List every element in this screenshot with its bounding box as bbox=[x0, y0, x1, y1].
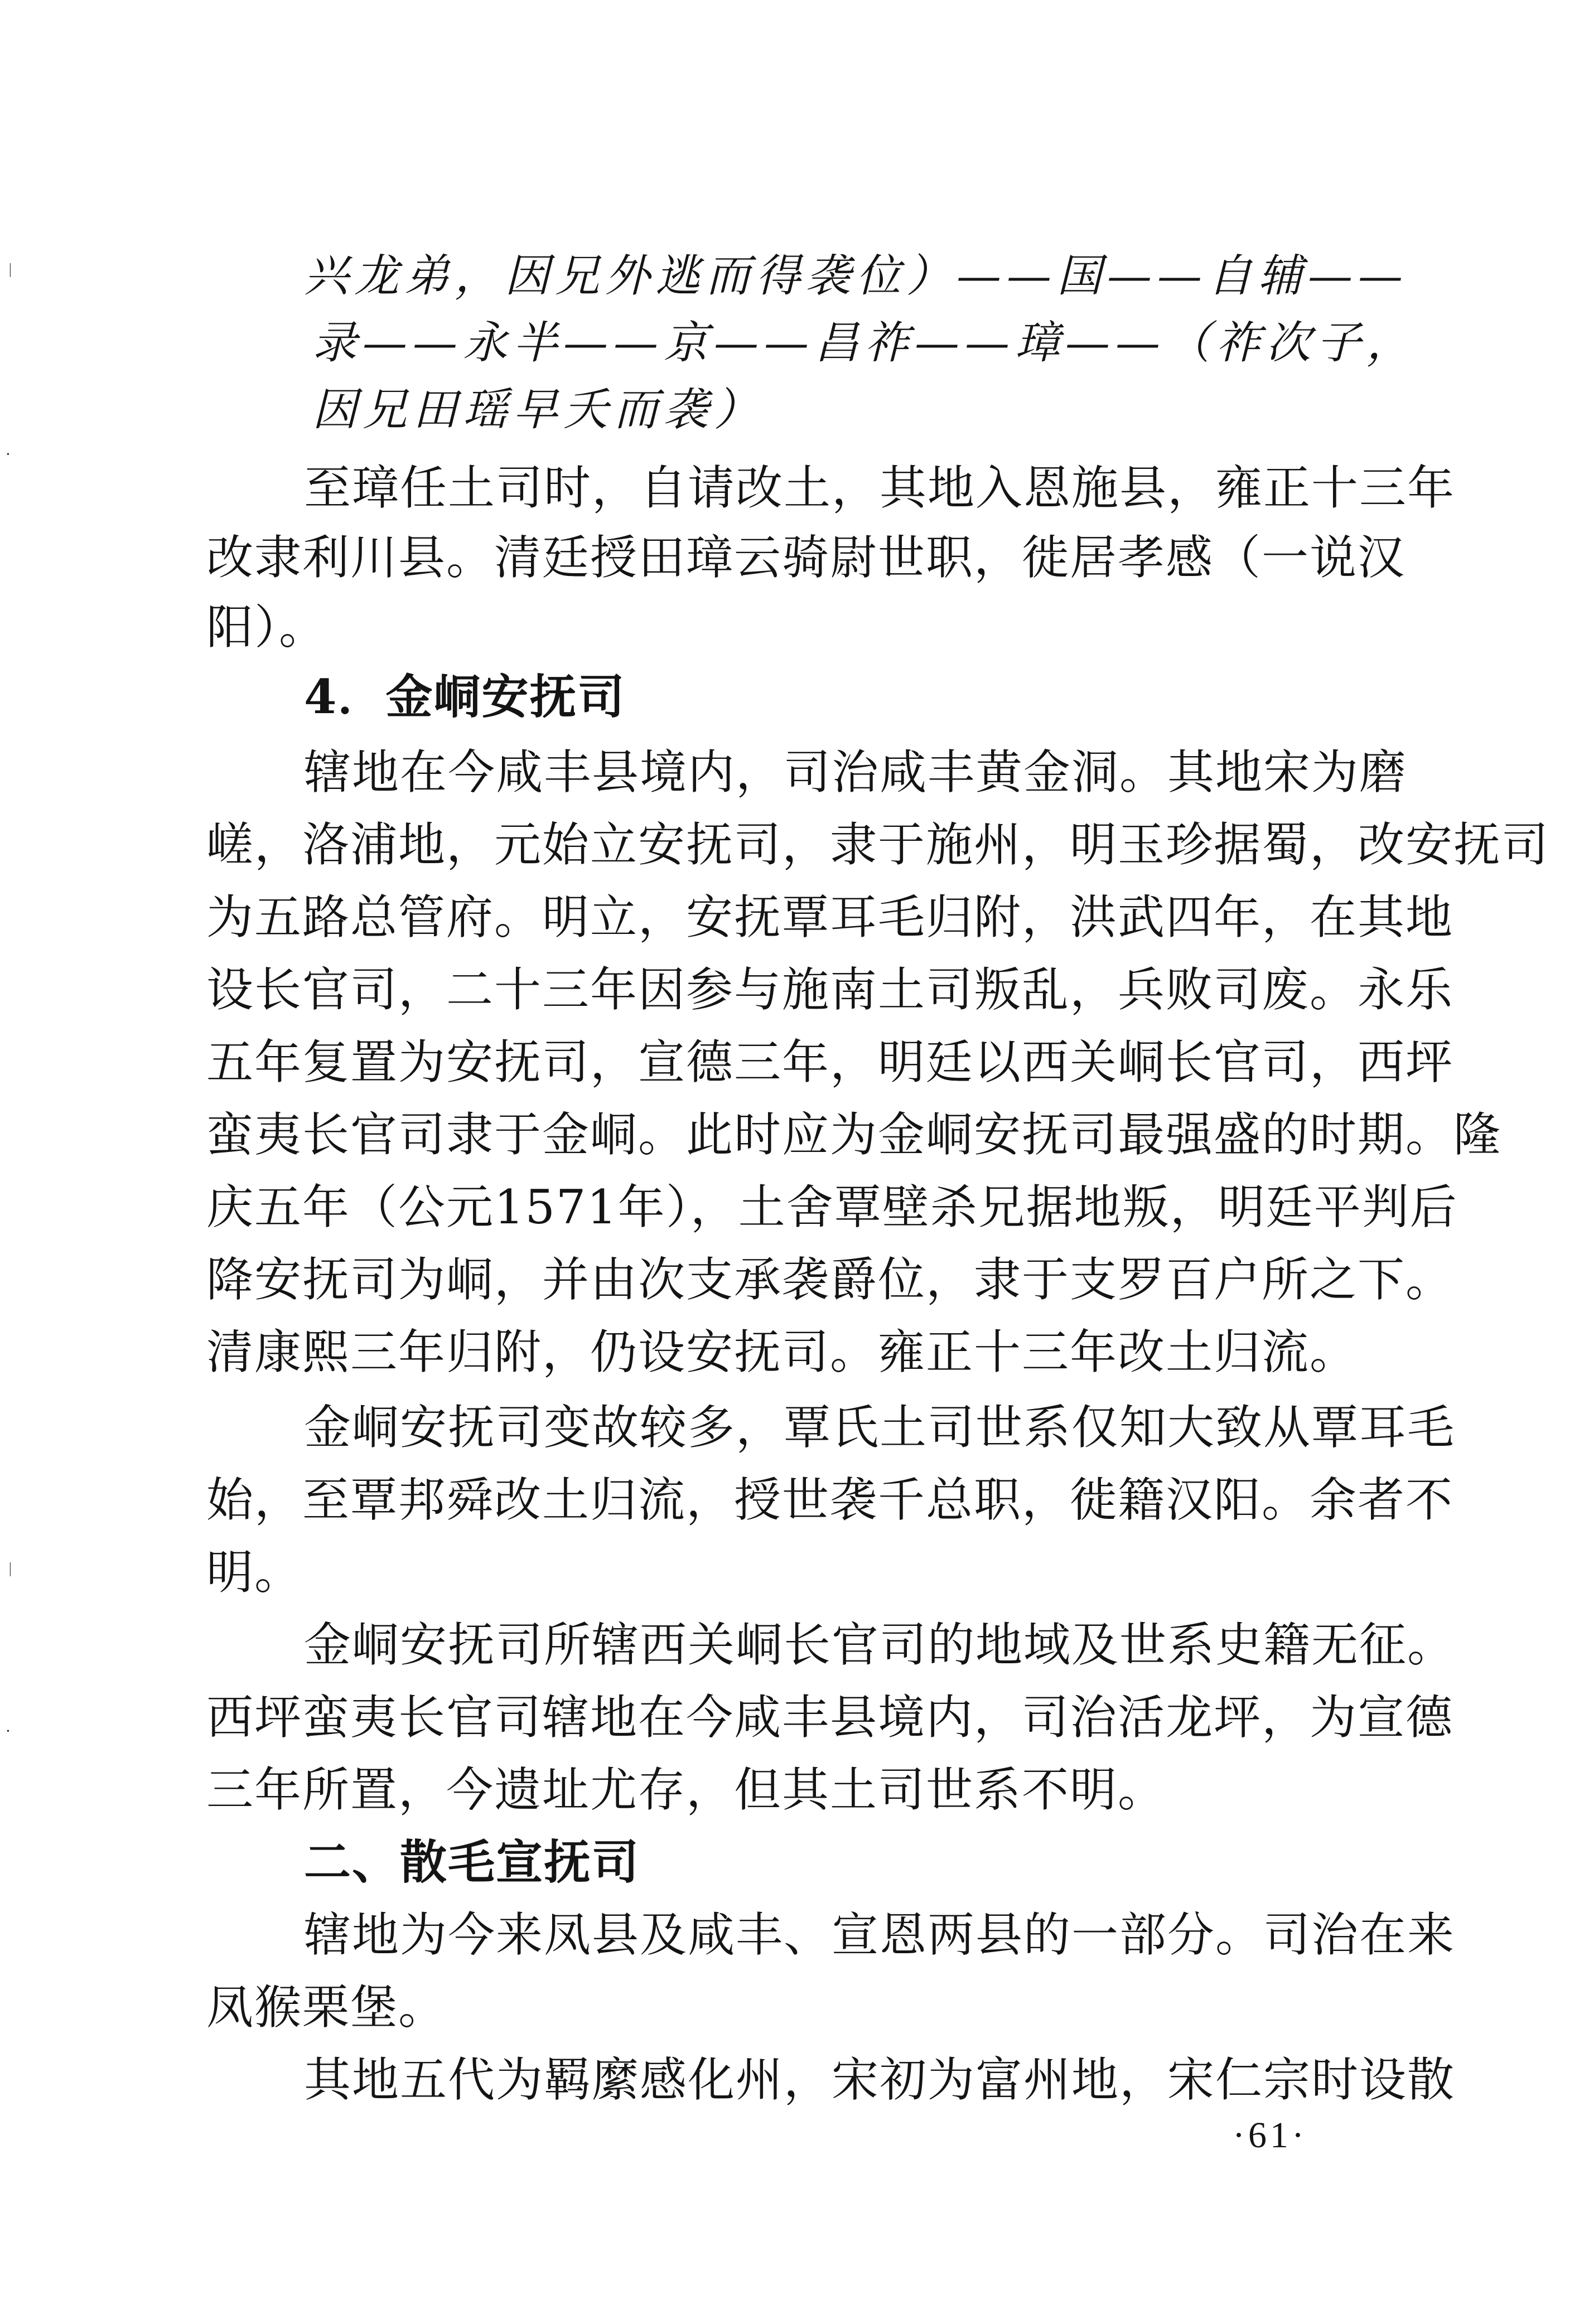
paragraph-line: 其地五代为羁縻感化州，宋初为富州地，宋仁宗时设散 bbox=[304, 2052, 1456, 2107]
paragraph-line: 庆五年（公元1571年），土舍覃壁杀兄据地叛，明廷平判后 bbox=[206, 1180, 1458, 1234]
paragraph-line: 明。 bbox=[206, 1545, 303, 1600]
paragraph-line: 降安抚司为峒，并由次支承袭爵位，隶于支罗百户所之下。 bbox=[206, 1252, 1454, 1307]
paragraph-line: 清康熙三年归附，仍设安抚司。雍正十三年改土归流。 bbox=[206, 1325, 1358, 1379]
section-heading: 4．金峒安抚司 bbox=[304, 669, 626, 724]
paragraph-line: 西坪蛮夷长官司辖地在今咸丰县境内，司治活龙坪，为宣德 bbox=[206, 1690, 1454, 1745]
paragraph-line: 辖地在今咸丰县境内，司治咸丰黄金洞。其地宋为磨 bbox=[304, 745, 1408, 800]
paragraph-line: 嵯，洛浦地，元始立安抚司，隶于施州，明玉珍据蜀，改安抚司 bbox=[206, 817, 1550, 872]
margin-mark: · bbox=[6, 445, 11, 463]
paragraph-line: 凤猴栗堡。 bbox=[206, 1980, 447, 2035]
genealogy-line: 录——永半——京——昌祚——璋——（祚次子， bbox=[312, 317, 1417, 369]
paragraph-line: 改隶利川县。清廷授田璋云骑尉世职，徙居孝感（一说汉 bbox=[206, 530, 1406, 585]
margin-mark: · bbox=[6, 1722, 11, 1740]
paragraph-line: 至璋任土司时，自请改土，其地入恩施县，雍正十三年 bbox=[304, 461, 1456, 515]
paragraph-line: 金峒安抚司所辖西关峒长官司的地域及世系史籍无征。 bbox=[304, 1618, 1456, 1672]
genealogy-line: 因兄田瑶早夭而袭） bbox=[312, 384, 764, 435]
paragraph-line: 蛮夷长官司隶于金峒。此时应为金峒安抚司最强盛的时期。隆 bbox=[206, 1107, 1502, 1162]
paragraph-line: 辖地为今来凤县及咸丰、宣恩两县的一部分。司治在来 bbox=[304, 1907, 1456, 1962]
paragraph-line: 设长官司，二十三年因参与施南土司叛乱，兵败司废。永乐 bbox=[206, 962, 1454, 1017]
paragraph-line: 五年复置为安抚司，宣德三年，明廷以西关峒长官司，西坪 bbox=[206, 1035, 1454, 1090]
paragraph-line: 始，至覃邦舜改土归流，授世袭千总职，徙籍汉阳。余者不 bbox=[206, 1473, 1454, 1527]
margin-mark: ᛁ bbox=[6, 261, 15, 279]
page-number: ·61· bbox=[1233, 2115, 1307, 2156]
paragraph-line: 为五路总管府。明立，安抚覃耳毛归附，洪武四年，在其地 bbox=[206, 890, 1454, 945]
paragraph-line: 金峒安抚司变故较多，覃氏土司世系仅知大致从覃耳毛 bbox=[304, 1400, 1456, 1455]
section-heading: 二、散毛宣抚司 bbox=[304, 1834, 640, 1890]
margin-mark: ᛁ bbox=[6, 1560, 15, 1579]
paragraph-line: 阳）。 bbox=[206, 600, 327, 655]
paragraph-line: 三年所置，今遗址尤存，但其土司世系不明。 bbox=[206, 1763, 1166, 1817]
genealogy-line: 兴龙弟，因兄外逃而得袭位）——国——自辅—— bbox=[304, 250, 1408, 302]
